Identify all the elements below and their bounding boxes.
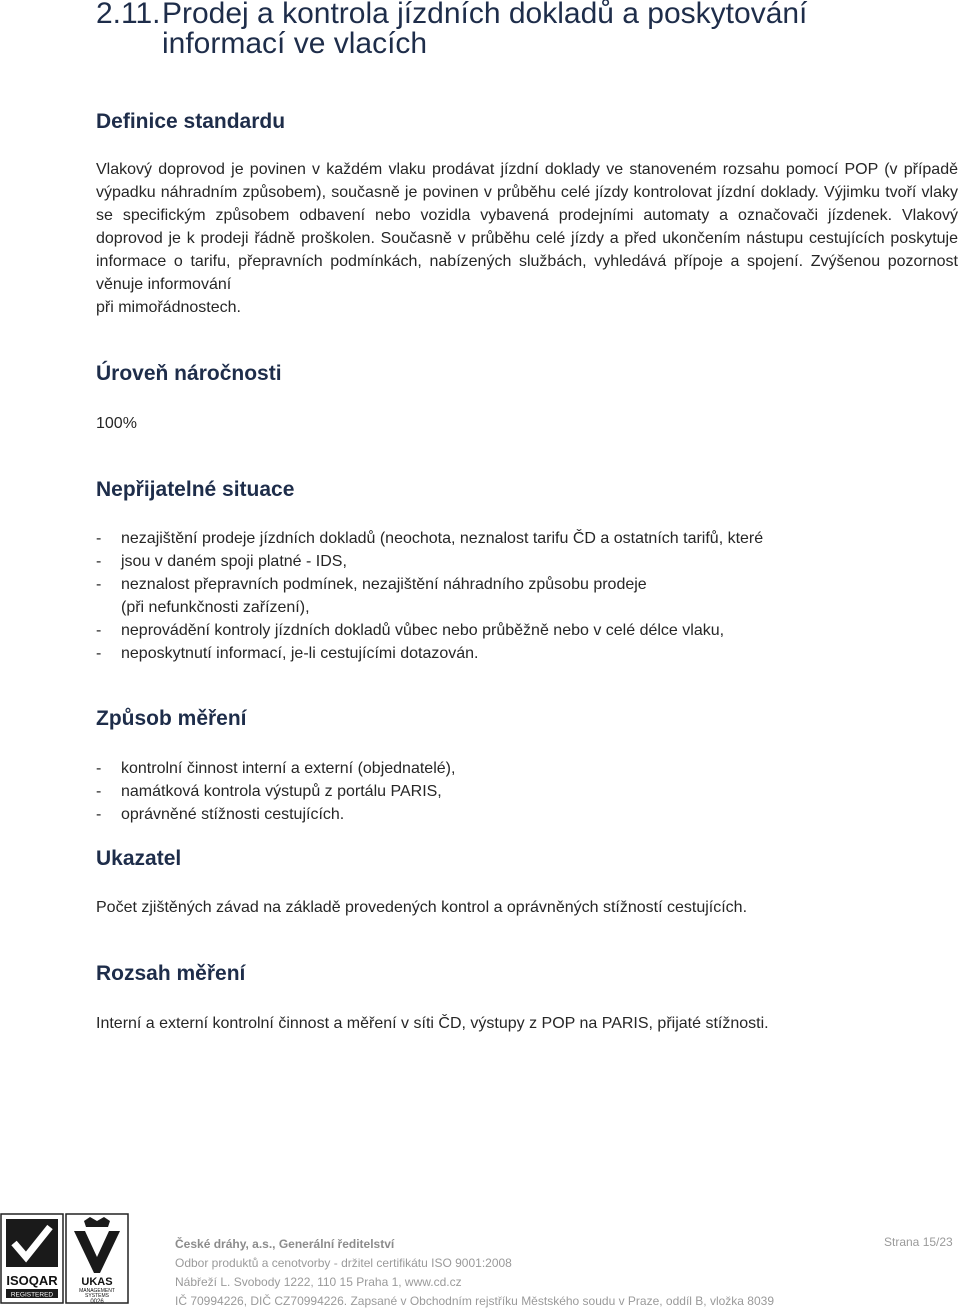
section-title-ukazatel: Ukazatel [96, 847, 182, 870]
isoqar-registered: REGISTERED [10, 1291, 54, 1299]
list-item-text: neznalost přepravních podmínek, nezajištění náhradního způsobu prodeje [121, 576, 647, 593]
dash-marker: - [96, 576, 102, 593]
list-item-text: kontrolní činnost interní a externí (objednatelé), [121, 760, 456, 777]
list-item-text: neprovádění kontroly jízdních dokladů vůbec nebo průběžně nebo v celé délce vlaku, [121, 622, 725, 639]
section-title-zpusob: Způsob měření [96, 707, 247, 730]
dash-marker: - [96, 806, 102, 823]
list-item [96, 619, 763, 642]
chapter-title-line1: Prodej a kontrola jízdních dokladů a poskytování [162, 0, 808, 30]
page-number: Strana 15/23 [884, 1235, 953, 1249]
uroven-value: 100% [96, 415, 137, 432]
ukazatel-text: Počet zjištěných závad na základě provedených kontrol a oprávněných stížností cestujících. [96, 899, 748, 916]
ukas-logo [66, 1214, 128, 1305]
list-item-text: (při nefunkčnosti zařízení), [121, 599, 310, 616]
dash-marker: - [96, 553, 102, 570]
ukas-management: MANAGEMENT [79, 1288, 115, 1294]
footer-registry: IČ 70994226, DIČ CZ70994226. Zapsané v Obchodním rejstříku Městského soudu v Praze, oddíl B, vložka 8039 [175, 1294, 774, 1308]
dash-marker: - [96, 760, 102, 777]
list-item [96, 803, 455, 826]
list-item-text: nezajištění prodeje jízdních dokladů (neochota, neznalost tarifu ČD a ostatních tarifů, které [121, 530, 764, 547]
list-item-text: neposkytnutí informací, je-li cestujícími dotazován. [121, 645, 479, 662]
dash-marker: - [96, 783, 102, 800]
neprijatelne-list [96, 527, 763, 665]
footer-department: Odbor produktů a cenotvorby - držitel certifikátu ISO 9001:2008 [175, 1256, 512, 1270]
footer-company: České dráhy, a.s., Generální ředitelství [175, 1237, 395, 1251]
section-title-definice: Definice standardu [96, 110, 286, 133]
rozsah-text: Interní a externí kontrolní činnost a měření v síti ČD, výstupy z POP na PARIS, přijaté stížnosti. [96, 1015, 769, 1032]
list-item [96, 550, 763, 573]
list-item [96, 642, 763, 665]
list-item-text: oprávněné stížnosti cestujících. [121, 806, 345, 823]
definice-text-last: při mimořádnostech. [96, 299, 241, 316]
footer [175, 1235, 774, 1311]
section-title-neprijatelne: Nepřijatelné situace [96, 478, 295, 501]
certification-logos [0, 1213, 130, 1305]
zpusob-list [96, 757, 455, 826]
ukas-number: 0026 [90, 1299, 104, 1305]
definice-text: Vlakový doprovod je povinen v každém vlaku prodávat jízdní doklady ve stanoveném rozsahu pomocí POP (v případě výpadku náhradním způsobem), současně je povinen v průběhu celé jízdy kontrolovat jízdní doklady. Výjimku tvoří vlaky se specifickým způsobem odbavení nebo vozidla vybavená prodejními automaty a označovači jízdenek. Vlakový doprovod je k prodeji řádně proškolen. Současně v průběhu celé jízdy a před ukončením nástupu cestujících poskytuje informace o tarifu, přepravních podmínkách, nabízených službách, vyhledává přípoje a spojení. Zvýšenou pozornost věnuje informování [96, 161, 958, 293]
chapter-number: 2.11. [96, 0, 161, 30]
list-item [96, 573, 763, 596]
ukas-systems: SYSTEMS [85, 1293, 109, 1299]
list-item [96, 757, 455, 780]
list-item [96, 596, 763, 619]
list-item-text: namátková kontrola výstupů z portálu PARIS, [121, 783, 442, 800]
list-item [96, 527, 763, 550]
chapter-title-line2: informací ve vlacích [162, 27, 428, 60]
list-item-text: jsou v daném spoji platné - IDS, [121, 553, 347, 570]
ukas-text: UKAS [81, 1276, 113, 1288]
section-title-uroven: Úroveň náročnosti [96, 362, 282, 385]
list-item [96, 780, 455, 803]
dash-marker: - [96, 622, 102, 639]
dash-marker: - [96, 645, 102, 662]
isoqar-logo [1, 1214, 63, 1303]
isoqar-text: ISOQAR [6, 1273, 58, 1288]
dash-marker: - [96, 530, 102, 547]
footer-address: Nábřeží L. Svobody 1222, 110 15 Praha 1, www.cd.cz [175, 1275, 462, 1289]
section-title-rozsah: Rozsah měření [96, 962, 246, 985]
